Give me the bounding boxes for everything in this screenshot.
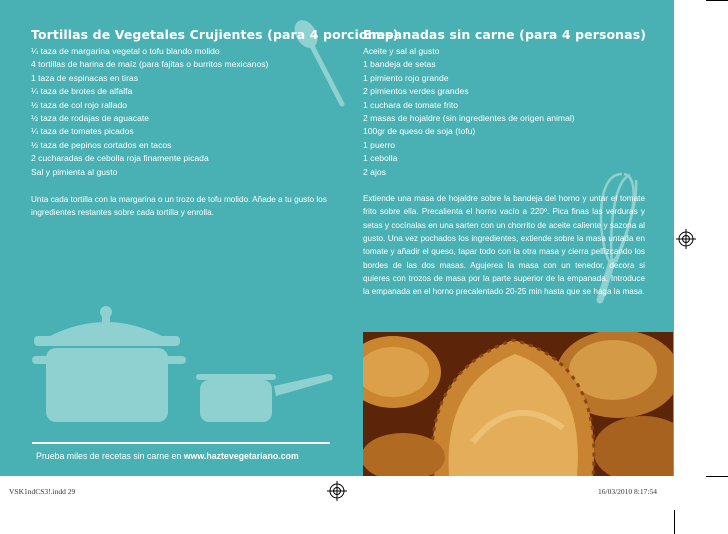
ingredient-list (363, 45, 645, 179)
promo-text (36, 451, 299, 461)
ingredient-item: 2 masas de hojaldre (sin ingredientes de origen animal) (363, 113, 575, 124)
ingredient-item: 4 tortillas de harina de maíz (para fajitas o burritos mexicanos) (31, 59, 269, 70)
ingredient-item: ½ taza de col rojo rallado (31, 99, 128, 110)
slug-datetime: 16/03/2010 8:17:54 (598, 487, 657, 496)
ingredient-item: 1 pimiento rojo grande (363, 72, 449, 83)
ingredient-item: 1 bandeja de setas (363, 59, 436, 70)
ingredient-item: 1 puerro (363, 139, 396, 150)
footer-divider (32, 442, 330, 444)
ingredient-item: 2 cucharadas de cebolla roja finamente picada (31, 153, 209, 164)
right-recipe (363, 27, 645, 298)
ingredient-list (31, 45, 336, 179)
promo-prefix: Prueba miles de recetas sin carne en (36, 451, 182, 461)
empanadas-photo (363, 332, 673, 476)
ingredient-item: ¼ taza de brotes de alfalfa (31, 86, 133, 97)
crop-mark (674, 510, 675, 534)
recipe-instructions: Extiende una masa de hojaldre sobre la bandeja del horno y untar el tomate frito sobre ella. Precalienta el horno vacío a 220º. Pica finas las verduras y setas y cocínalas en una sarten con un chorrito de aceite caliente y sazona al gusto. Una vez pochados los ingredientes, extiende sobre la masa untada en tomate y añadir el queso, tapar todo con la otra masa y cierra pellizcando los bordes de las dos masas. Agujerea la masa con un tenedor, decora si quieres con trozos de masa por la parte superior de la empanada. Introduce la empanada en el horno precalentado 20-25 min hasta que se haga la masa. (363, 194, 645, 297)
crop-mark (706, 0, 728, 1)
ingredient-item: 100gr de queso de soja (tofu) (363, 126, 476, 137)
ingredient-item: ¼ taza de tomates picados (31, 126, 134, 137)
recipe-title: Empanadas sin carne (para 4 personas) (363, 27, 647, 42)
cooking-pot-icon (30, 300, 195, 430)
promo-link[interactable]: www.haztevegetariano.com (183, 451, 299, 461)
ingredient-item: 1 taza de espinacas en tiras (31, 72, 139, 83)
ingredient-item: 2 pimientos verdes grandes (363, 86, 469, 97)
recipe-title: Tortillas de Vegetales Crujientes (para 4 porciones) (31, 27, 399, 42)
ingredient-item: Sal y pimienta al gusto (31, 166, 118, 177)
registration-mark-icon (676, 229, 696, 249)
ingredient-item: Aceite y sal al gusto (363, 46, 440, 56)
registration-mark-icon (327, 481, 347, 501)
crop-mark (706, 476, 728, 477)
slug-filename: VSK1ndCS3!.indd 29 (9, 487, 76, 496)
ingredient-item: 1 cebolla (363, 153, 398, 164)
ingredient-item: ½ taza de pepinos cortados en tacos (31, 139, 172, 150)
recipe-instructions: Unta cada tortilla con la margarina o un trozo de tofu molido. Añade a tu gusto los ingredientes restantes sobre cada tortilla y enrolla. (31, 195, 327, 218)
ingredient-item: 1 cuchara de tomate frito (363, 99, 459, 110)
ingredient-item: ½ taza de rodajas de aguacate (31, 113, 150, 124)
saucepan-icon (196, 368, 336, 426)
ingredient-item: ¼ taza de margarina vegetal o tofu blando molido (31, 46, 220, 56)
ingredient-item: 2 ajos (363, 166, 386, 177)
